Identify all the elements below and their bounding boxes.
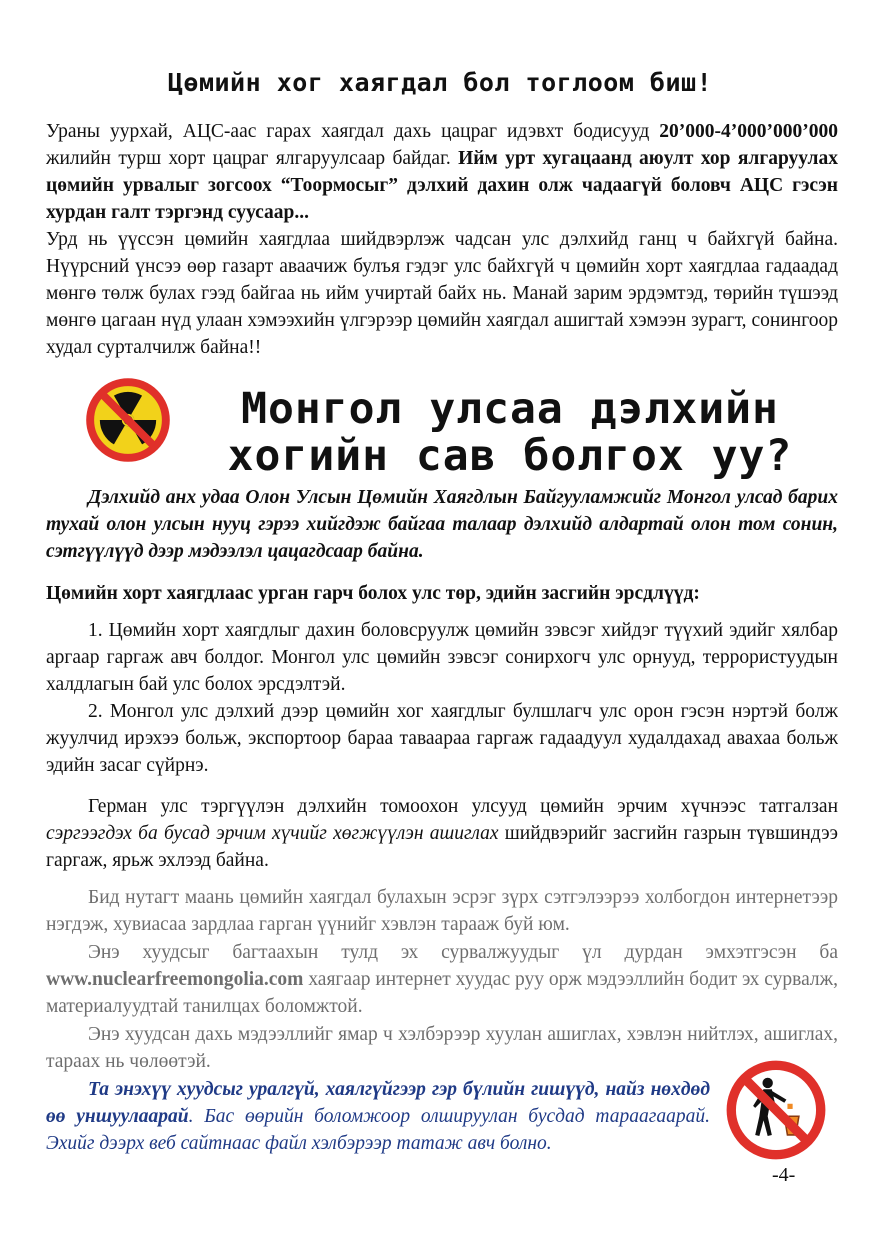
big-heading-line2: хогийн сав болгох уу? [227,431,793,481]
gray2-text-b: хаягаар интернет хуудас руу орж мэдээллийн бодит эх сурвалж, материалуудтай танилцах боломжтой. [46,969,838,1017]
share-request-bold: Та энэхүү хуудсыг уралгүй, хаялгүйгээр гэр бүлийн гишүүд, найз нөхдөд өө уншуулаарай [46,1079,710,1127]
page-title: Цөмийн хог хаягдал бол тоглоом биш! [167,68,713,97]
website-link[interactable]: www.nuclearfreemongolia.com [46,969,304,990]
no-littering-icon [724,1058,828,1162]
second-paragraph: Урд нь үүссэн цөмийн хаягдлаа шийдвэрлэж чадсан улс дэлхийд ганц ч байхгүй байна. Нүүрсний үнсээ өөр газарт аваачиж булъя гэдэг улс байхгүй ч цөмийн хорт хаягдлаа гадаадад мөнгө төлж булах гээд байгаа нь ийм учиртай байх нь. Манай зарим эрдэмтэд, төрийн түшээд мөнгө цагаан нүд улаан хэмээхийн үлгэрээр цөмийн хаягдал ашигтай хэмээн зурагт, сонингоор худал сурталчилж байна!! [46,229,838,358]
para1-years: 20’000-4’000’000’000 [659,121,838,142]
germany-text-a: Герман улс тэргүүлэн дэлхийн томоохон улсууд цөмийн эрчим хүчнээс татгалзан [88,796,838,817]
secret-agreement-paragraph: Дэлхийд анх удаа Олон Улсын Цөмийн Хаягдлын Байгууламжийг Монгол улсад барих тухай олон улсын нууц гэрээ хийгдэж байгаа талаар дэлхийд алдартай олон том сонин, сэтгүүлүүд дээр мэдээлэл цацагдсаар байна. [46,487,838,562]
gray-paragraph-3: Энэ хуудсан дахь мэдээллийг ямар ч хэлбэрээр хуулан ашиглах, хэвлэн нийтлэх, ашиглах, тараах нь чөлөөтэй. [46,1024,838,1072]
big-heading [200,386,820,480]
para1-text-a: Ураны уурхай, АЦС-аас гарах хаягдал дахь цацраг идэвхт бодисууд [46,121,660,142]
germany-text-c: шийдвэрийг засгийн газрын түвшиндээ гаргаж, ярьж эхлээд байна. [46,823,838,871]
germany-italic: сэргээгдэх ба бусад эрчим хүчийг хөгжүүлэн ашиглах [46,823,499,844]
gray-paragraph-1: Бид нутагт маань цөмийн хаягдал булахын эсрэг зүрх сэтгэлээрээ холбогдон интернетээр нэгдэж, хувиасаа зардлаа гарган үүнийг хэвлэн тарааж буй юм. [46,887,838,935]
gray2-text-a: Энэ хуудсыг багтаахын тулд эх сурвалжуудыг үл дурдан эмхэтгэсэн ба [88,942,838,963]
page-number: -4- [772,1164,796,1186]
risks-heading: Цөмийн хорт хаягдлаас урган гарч болох улс төр, эдийн засгийн эрсдлүүд: [46,583,700,604]
no-nuclear-icon [84,376,172,464]
para1-bold-statement: Ийм урт хугацаанд аюулт хор ялгаруулах цөмийн урвалыг зогсоох “Тоормосыг” дэлхий дахин олж чадаагүй боловч АЦС гэсэн хурдан галт тэргэнд суусаар... [46,148,838,223]
risk-item-2: 2. Монгол улс дэлхий дээр цөмийн хог хаягдлыг булшлагч улс орон гэсэн нэртэй болж жуулчид ирэхээ больж, экспортоор бараа таваараа гаргаж гадаадуул худалдахад авахаа больж эдийн засаг сүйрнэ. [46,701,838,776]
gray-paragraph-2 [46,939,838,1020]
share-request-paragraph [46,1076,710,1157]
para1-text-c: жилийн турш хорт цацраг ялгаруулсаар байдаг. [46,148,459,169]
share-request-rest: . Бас өөрийн боломжоор олшируулан бусдад тараагаарай. Эхийг дээрх веб сайтнаас файл хэлбэрээр татаж авч болно. [46,1106,710,1154]
big-heading-line1: Монгол улсаа дэлхийн [241,384,779,434]
germany-paragraph [46,793,838,874]
risk-item-1: 1. Цөмийн хорт хаягдлыг дахин боловсруулж цөмийн зэвсэг хийдэг түүхий эдийг хялбар аргаар гаргаж авч болдог. Монгол улс цөмийн зэвсэг сонирхогч улс орнууд, террористуудын халдлагын бай улс болох эрсдэлтэй. [46,620,838,695]
intro-paragraph [46,118,838,226]
